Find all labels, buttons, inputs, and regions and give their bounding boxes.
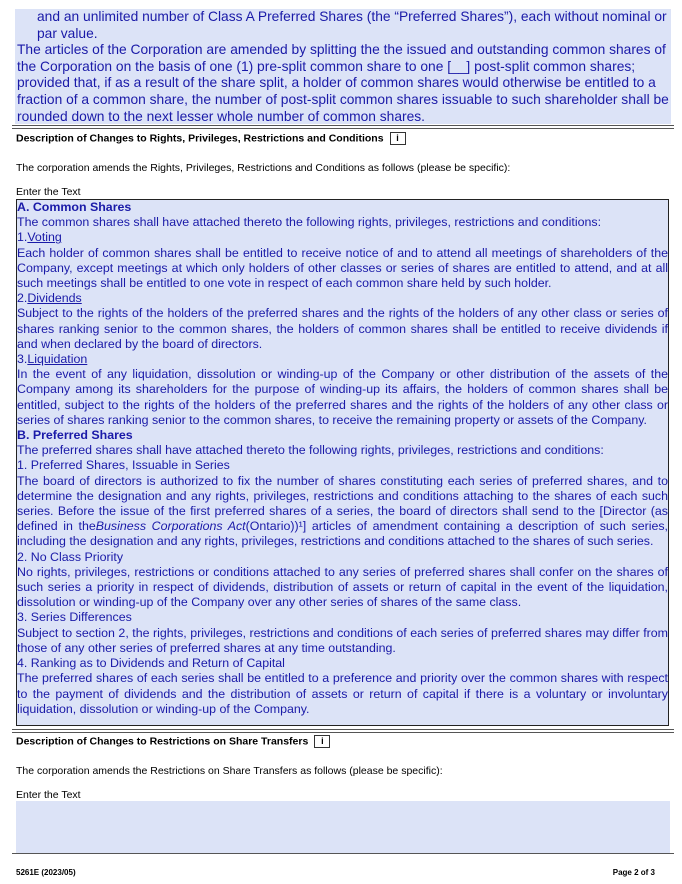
enter-text-label: Enter the Text <box>16 789 81 801</box>
dividends-title: 2.Dividends <box>17 291 82 306</box>
differences-text: Subject to section 2, the rights, privileges, restrictions and conditions of each series of preferred shares may differ from those of any other series of preferred shares at any time outstanding. <box>17 625 668 655</box>
differences-title: 3. Series Differences <box>17 610 132 625</box>
preferred-shares-heading: B. Preferred Shares <box>17 428 133 443</box>
preferred-shares-intro: The preferred shares shall have attached thereto the following rights, privileges, restrictions and conditions: <box>17 443 604 458</box>
common-shares-heading: A. Common Shares <box>17 200 132 214</box>
info-icon[interactable]: i <box>314 735 330 748</box>
voting-text: Each holder of common shares shall be entitled to receive notice of and to attend all meetings of shareholders of the Company, except meetings at which only holders of other classes or series of shares are entitled to attend, and at all such meetings shall be entitled to one vote in respect of each common share held by such holder. <box>17 245 668 291</box>
rights-section-heading: Description of Changes to Rights, Privileges, Restrictions and Conditions i <box>16 132 406 145</box>
liquidation-text: In the event of any liquidation, dissolution or winding-up of the Company or other distribution of the assets of the Company among its shareholders for the purpose of winding-up its affairs, the holders of common shares shall be entitled, subject to the rights of the holders of the preferred shares and the rights of the holders of any other class or series of shares ranking senior to the common shares, to receive the remaining property or assets of the Company. <box>17 367 668 427</box>
page-number: Page 2 of 3 <box>612 868 655 877</box>
rights-text-field[interactable] <box>16 199 669 726</box>
priority-title: 2. No Class Priority <box>17 549 124 564</box>
transfer-section-description: The corporation amends the Restrictions on Share Transfers as follows (please be specific): <box>16 765 443 777</box>
ranking-title: 4. Ranking as to Dividends and Return of Capital <box>17 656 285 671</box>
info-icon[interactable]: i <box>390 132 406 145</box>
form-id: 5261E (2023/05) <box>16 868 76 877</box>
divider <box>12 732 674 733</box>
dividends-text: Subject to the rights of the holders of the preferred shares and the rights of the holders of any other class or series of shares ranking senior to the common shares, the holders of common shares shall be entitled to receive dividends if and when declared by the board of directors. <box>17 306 668 351</box>
transfer-section-heading: Description of Changes to Restrictions on Share Transfers i <box>16 735 330 748</box>
amendment-text-field[interactable] <box>15 9 671 124</box>
priority-text: No rights, privileges, restrictions or conditions attached to any series of preferred shares shall confer on the shares of such series a priority in respect of dividends, distribution of assets or return of capital in the event of the liquidation, dissolution or winding-up of the Company over any other series of shares of the same class. <box>17 564 668 610</box>
liquidation-title: 3.Liquidation <box>17 352 88 367</box>
divider <box>12 125 674 126</box>
authorized-capital-text: and an unlimited number of Class A Preferred Shares (the “Preferred Shares”), each without nominal or par value. <box>37 9 667 41</box>
ranking-text: The preferred shares of each series shall be entitled to a preference and priority over the common shares with respect to the payment of dividends and the distribution of assets or return of capital if there is a voluntary or involuntary liquidation, dissolution or winding-up of the Company. <box>17 671 668 716</box>
enter-text-label: Enter the Text <box>16 186 81 198</box>
divider <box>12 853 674 854</box>
divider <box>12 128 674 129</box>
series-title: 1. Preferred Shares, Issuable in Series <box>17 458 230 473</box>
rights-section-description: The corporation amends the Rights, Privileges, Restrictions and Conditions as follows (please be specific): <box>16 162 511 174</box>
transfer-text-field[interactable] <box>16 801 670 853</box>
voting-title: 1.Voting <box>17 230 62 245</box>
series-text: The board of directors is authorized to fix the number of shares constituting each series of preferred shares, and to determine the designation and any rights, privileges, restrictions and conditions attaching to the shares of each such series. Before the issue of the first preferred shares of a series, the board of directors shall send to the [Director (as defined in theBusiness Corporations Act(Ontario))¹] articles of amendment containing a description of such series, including the designation and any rights, privileges, restrictions and conditions attached to the shares of such series. <box>17 473 668 549</box>
divider <box>12 729 674 730</box>
common-shares-intro: The common shares shall have attached thereto the following rights, privileges, restrictions and conditions: <box>17 215 602 230</box>
share-split-text: The articles of the Corporation are amended by splitting the the issued and outstanding common shares of the Corporation on the basis of one (1) pre-split common share to one [__] post-split common shares; provided that, if as a result of the share split, a holder of common shares would otherwise be entitled to a fraction of a common share, the number of post-split common shares issuable to such shareholder shall be rounded down to the next lesser whole number of common shares. <box>17 42 669 124</box>
